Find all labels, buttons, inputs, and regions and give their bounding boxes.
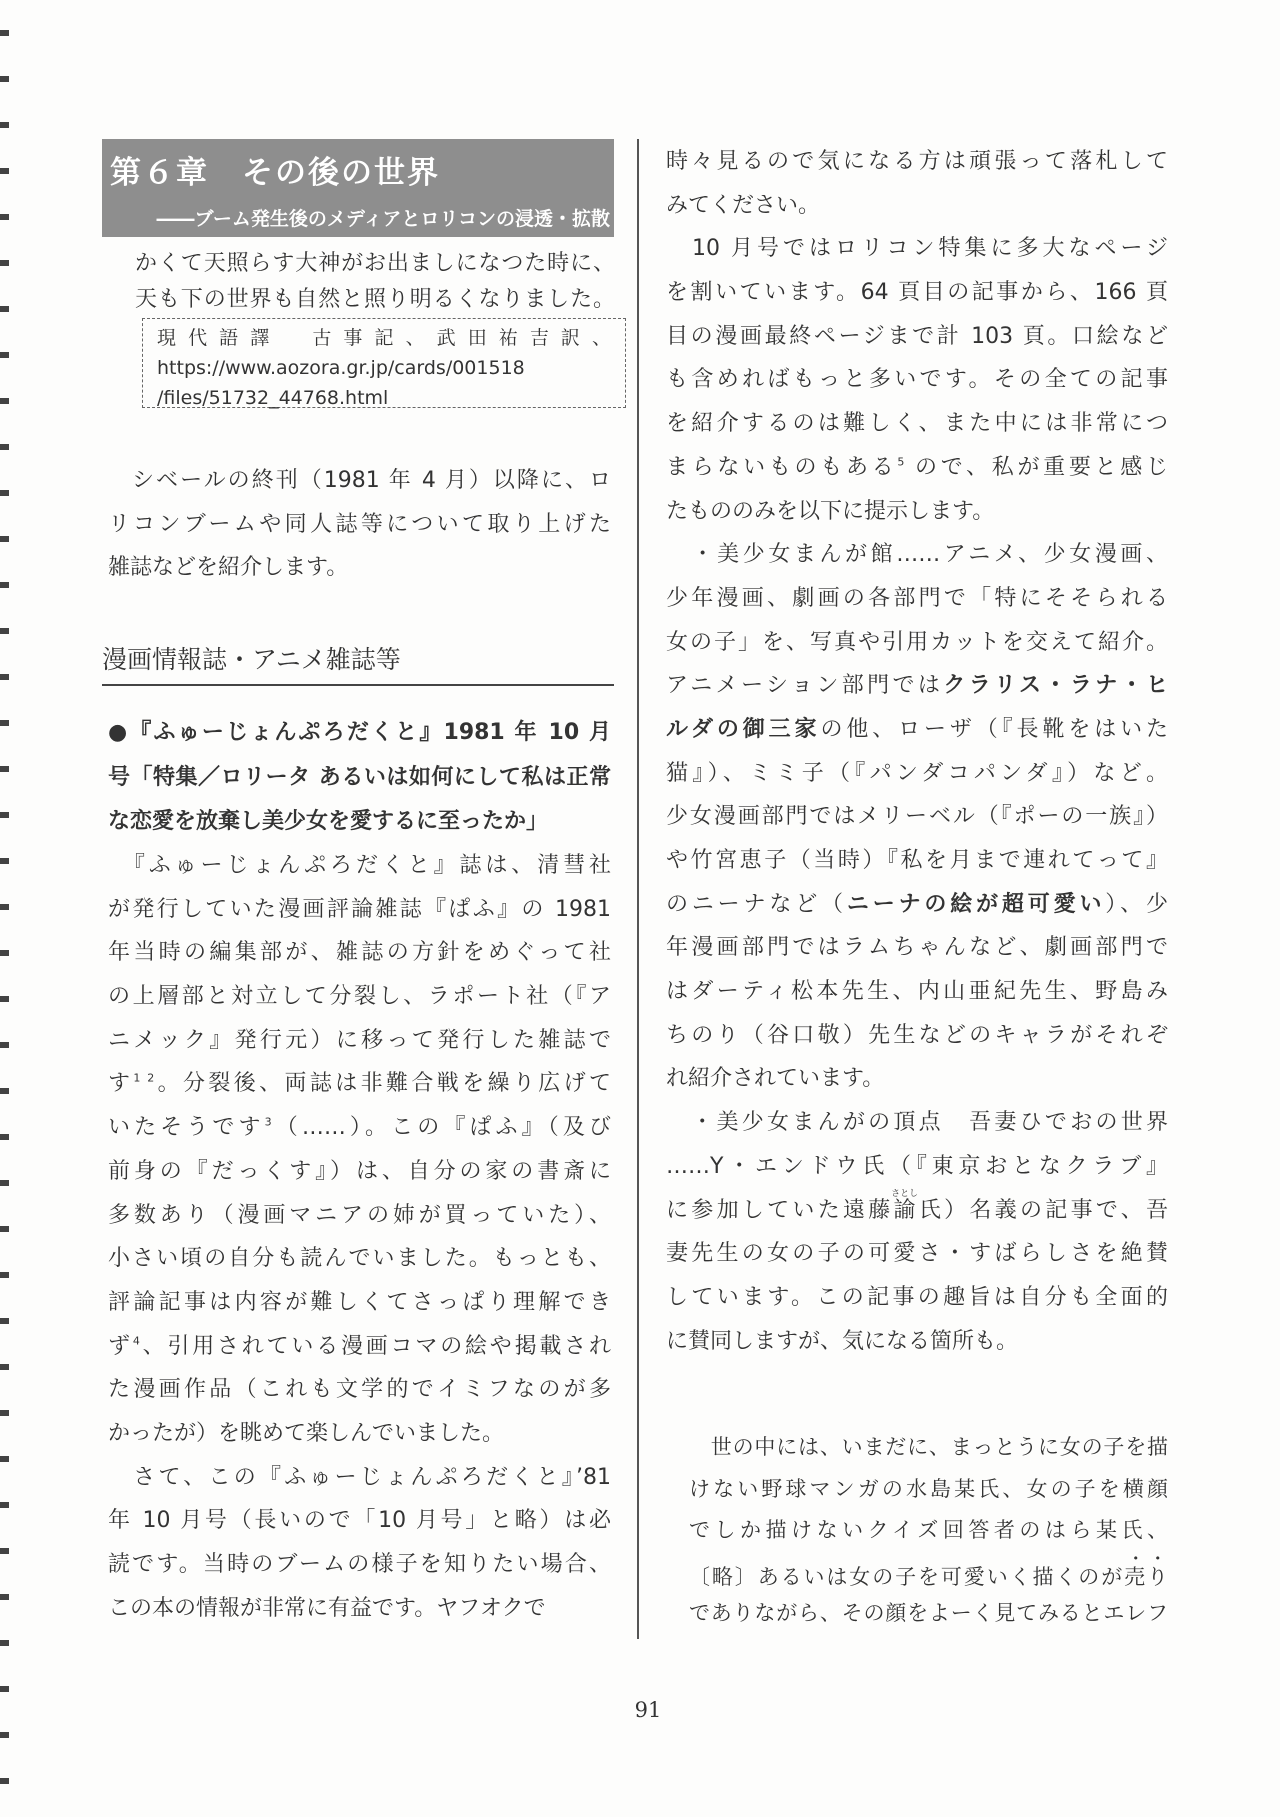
text-line: 小さい頃の自分も読んでいました。もっとも、 xyxy=(108,1246,611,1272)
text-line: ニメック』発行元）に移って発行した雑誌で xyxy=(108,1027,611,1053)
text-line: を割いています。64 頁目の記事から、166 頁 xyxy=(666,280,1168,306)
text-line: ちのり（谷口敬）先生などのキャラがそれぞ xyxy=(666,1022,1168,1048)
page-number: 91 xyxy=(634,1698,662,1722)
text-segment: いたそうです xyxy=(108,1115,265,1141)
text-line: 猫』）、ミミ子（『パンダコパンダ』）など。 xyxy=(666,760,1168,786)
text-line: 妻先生の女の子の可愛さ・すばらしさを絶賛 xyxy=(666,1241,1168,1267)
footnote-marker: 1 2 xyxy=(133,1072,155,1086)
text-segment: ）、少 xyxy=(1105,891,1168,917)
text-line: しています。この記事の趣旨は自分も全面的 xyxy=(666,1284,1168,1310)
text-line: 天も下の世界も自然と照り明るくなりました。 xyxy=(135,287,615,312)
text-line: 読です。当時のブームの様子を知りたい場合、 xyxy=(108,1552,611,1577)
epigraph xyxy=(135,246,615,318)
text-line xyxy=(689,1552,1168,1594)
text-line xyxy=(666,708,1168,752)
text-line: はダーティ松本先生、内山亜紀先生、野島み xyxy=(666,979,1168,1005)
text-line: や竹宮恵子（当時）『私を月まで連れてって』 xyxy=(666,848,1168,873)
emphasized-text: 売り xyxy=(1124,1564,1169,1589)
text-line: な恋愛を放棄し美少女を愛するに至ったか」 xyxy=(108,809,549,834)
text-line: この本の情報が非常に有益です。ヤフオクで xyxy=(108,1595,568,1621)
text-line: リコンブームや同人誌等について取り上げた xyxy=(108,511,611,537)
text-line: 少女漫画部門ではメリーベル（『ポーの一族』） xyxy=(666,804,1168,830)
ruby-text xyxy=(891,1188,919,1223)
text-line: 年 10 月号（長いので「10 月号」と略）は必 xyxy=(108,1508,611,1534)
text-segment: 〔略〕あるいは女の子を可愛いく描くのが xyxy=(689,1564,1125,1589)
quotation-block xyxy=(689,1427,1168,1635)
text-line: 目の漫画最終ページまで計 103 頁。口絵など xyxy=(666,323,1168,349)
text-segment: ず xyxy=(108,1333,133,1359)
text-line: でしか描けないクイズ回答者のはら某氏、 xyxy=(689,1518,1168,1542)
text-line: /files/51732_44768.html xyxy=(157,387,389,409)
text-line: 評論記事は内容が難しくてさっぱり理解でき xyxy=(108,1289,611,1315)
text-line: 雑誌などを紹介します。 xyxy=(108,555,349,581)
text-segment: のニーナなど（ xyxy=(666,891,847,917)
text-line xyxy=(666,883,1168,927)
text-line: 時々見るので気になる方は頑張って落札して xyxy=(666,149,1168,174)
text-line xyxy=(108,1062,611,1106)
text-segment: す xyxy=(108,1071,134,1097)
binding-marks xyxy=(0,0,9,1817)
text-line: 『ふゅーじょんぷろだくと』誌は、清彗社 xyxy=(108,853,611,878)
text-segment: 、引用されている漫画コマの絵や掲載され xyxy=(139,1333,611,1359)
text-line: 女の子」を、写真や引用カットを交えて紹介。 xyxy=(666,629,1168,655)
chapter-title: 第６章 その後の世界 xyxy=(110,155,440,191)
text-line: でありながら、その顔をよーく見てみるとエレフ xyxy=(689,1601,1168,1625)
text-segment: 。分裂後、両誌は非難合戦を繰り広げて xyxy=(154,1071,611,1097)
text-line: れ紹介されています。 xyxy=(666,1066,885,1092)
text-line: の上層部と対立して分裂し、ラポート社（『ア xyxy=(108,984,611,1010)
chapter-subtitle: ――ブーム発生後のメディアとロリコンの浸透・拡散 xyxy=(156,208,610,230)
text-line: ●『ふゅーじょんぷろだくと』1981 年 10 月 xyxy=(108,720,611,745)
text-line: かくて天照らす大神がお出ましになつた時に、 xyxy=(135,251,615,276)
text-line: 10 月号ではロリコン特集に多大なページ xyxy=(666,236,1168,262)
text-line: 多数あり（漫画マニアの姉が買っていた）、 xyxy=(108,1202,611,1228)
text-line: https://www.aozora.gr.jp/cards/001518 xyxy=(157,357,525,379)
ruby-reading: さとし xyxy=(891,1188,919,1199)
bold-text: ニーナの絵が超可愛い xyxy=(846,891,1106,917)
text-line: が発行していた漫画評論雑誌『ぱふ』の 1981 xyxy=(108,896,611,922)
text-line: さて、この『ふゅーじょんぷろだくと』’81 xyxy=(108,1464,611,1490)
footnote-marker: 5 xyxy=(897,455,905,469)
text-line xyxy=(108,1106,611,1150)
text-line: ・美少女まんがの頂点 吾妻ひでおの世界 xyxy=(666,1110,1168,1136)
text-line: を紹介するのは難しく、また中には非常につ xyxy=(666,411,1168,437)
citation-box xyxy=(142,318,626,408)
text-line: 世の中には、いまだに、まっとうに女の子を描 xyxy=(689,1435,1168,1459)
text-line: に賛同しますが、気になる箇所も。 xyxy=(666,1328,1019,1354)
text-line: ・美少女まんが館……アニメ、少女漫画、 xyxy=(666,542,1168,568)
column-divider xyxy=(637,139,639,1639)
text-line: シベールの終刊（1981 年 4 月）以降に、ロ xyxy=(108,468,611,493)
text-segment: まらないものもある xyxy=(666,454,898,480)
text-segment: （……）。この『ぱふ』（及び xyxy=(271,1115,611,1141)
footnote-marker: 3 xyxy=(264,1115,272,1129)
right-column-body xyxy=(666,140,1168,1363)
text-line xyxy=(666,1189,1168,1233)
item-heading xyxy=(108,711,611,845)
text-line: けない野球マンガの水島某氏、女の子を横顔 xyxy=(689,1476,1168,1501)
text-segment: の他、ローザ（『長靴をはいた xyxy=(820,716,1168,742)
text-line: 現代語譯 古事記、武田祐吉訳、 xyxy=(157,327,611,349)
text-line: た漫画作品（これも文学的でイミフなのが多 xyxy=(108,1377,611,1403)
footnote-marker: 4 xyxy=(132,1334,140,1348)
text-line: たもののみを以下に提示します。 xyxy=(666,498,995,524)
text-line: 年漫画部門ではラムちゃんなど、劇画部門で xyxy=(666,935,1168,961)
bold-text: ルダの御三家 xyxy=(666,716,821,742)
text-line xyxy=(666,446,1168,490)
left-column-body xyxy=(108,844,611,1630)
section-heading: 漫画情報誌・アニメ雑誌等 xyxy=(102,640,614,686)
text-line: みてください。 xyxy=(666,192,821,218)
text-line: ……Y・エンドウ氏（『東京おとなクラブ』 xyxy=(666,1153,1168,1179)
text-segment: に参加していた遠藤 xyxy=(666,1197,894,1223)
text-line: 年当時の編集部が、雑誌の方針をめぐって社 xyxy=(108,940,611,966)
intro-paragraph xyxy=(108,459,611,590)
text-line xyxy=(666,664,1168,708)
bold-text: クラリス・ラナ・ヒ xyxy=(943,673,1168,699)
text-line xyxy=(108,1325,611,1369)
text-line: も含めればもっと多いです。その全ての記事 xyxy=(666,367,1168,393)
ruby-base: 諭 xyxy=(891,1197,919,1223)
text-line: 少年漫画、劇画の各部門で「特にそそられる xyxy=(666,585,1168,611)
chapter-header xyxy=(102,139,614,237)
text-line: かったが）を眺めて楽しんでいました。 xyxy=(108,1420,505,1446)
text-segment: 氏）名義の記事で、吾 xyxy=(915,1197,1168,1223)
text-segment: アニメーション部門では xyxy=(666,673,944,699)
text-line: 号「特集／ロリータ あるいは如何にして私は正常 xyxy=(108,764,611,790)
text-line: 前身の『だっくす』）は、自分の家の書斎に xyxy=(108,1158,611,1184)
text-segment: ので、私が重要と感じ xyxy=(904,454,1168,480)
